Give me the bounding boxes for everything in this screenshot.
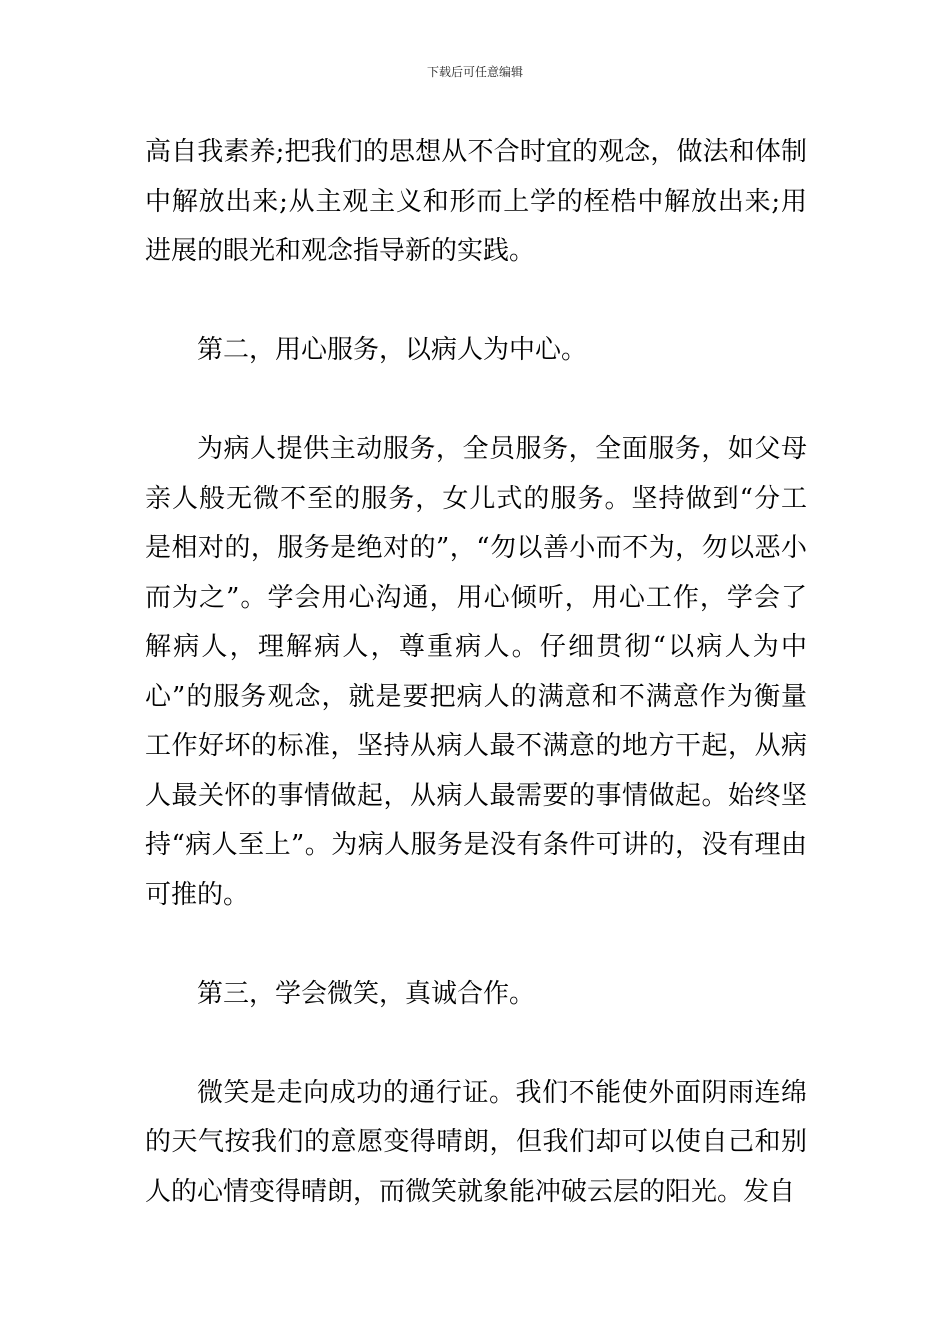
paragraph-smile: 微笑是走向成功的通行证。我们不能使外面阴雨连绵的天气按我们的意愿变得晴朗，但我们却可以使自己和别人的心情变得晴朗，而微笑就象能冲破云层的阳光。发自 xyxy=(145,1077,807,1207)
document-body xyxy=(145,128,807,1217)
page-header: 下载后可任意编辑 xyxy=(426,65,523,79)
section-heading-3: 第三，学会微笑，真诚合作。 xyxy=(197,978,536,1009)
paragraph-patient-service: 为病人提供主动服务，全员服务，全面服务，如父母亲人般无微不至的服务，女儿式的服务。坚持做到“分工是相对的，服务是绝对的”，“勿以善小而不为，勿以恶小而为之”。学会用心沟通，用心倾听，用心工作，学会了解病人，理解病人，尊重病人。仔细贯彻“以病人为中心”的服务观念，就是要把病人的满意和不满意作为衡量工作好坏的标准，坚持从病人最不满意的地方干起，从病人最关怀的事情做起，从病人最需要的事情做起。始终坚持“病人至上”。为病人服务是没有条件可讲的，没有理由可推的。 xyxy=(145,434,807,910)
section-heading-2: 第二，用心服务，以病人为中心。 xyxy=(197,335,588,365)
paragraph-continuation: 高自我素养;把我们的思想从不合时宜的观念，做法和体制中解放出来;从主观主义和形而上学的桎梏中解放出来;用进展的眼光和观念指导新的实践。 xyxy=(145,137,807,266)
